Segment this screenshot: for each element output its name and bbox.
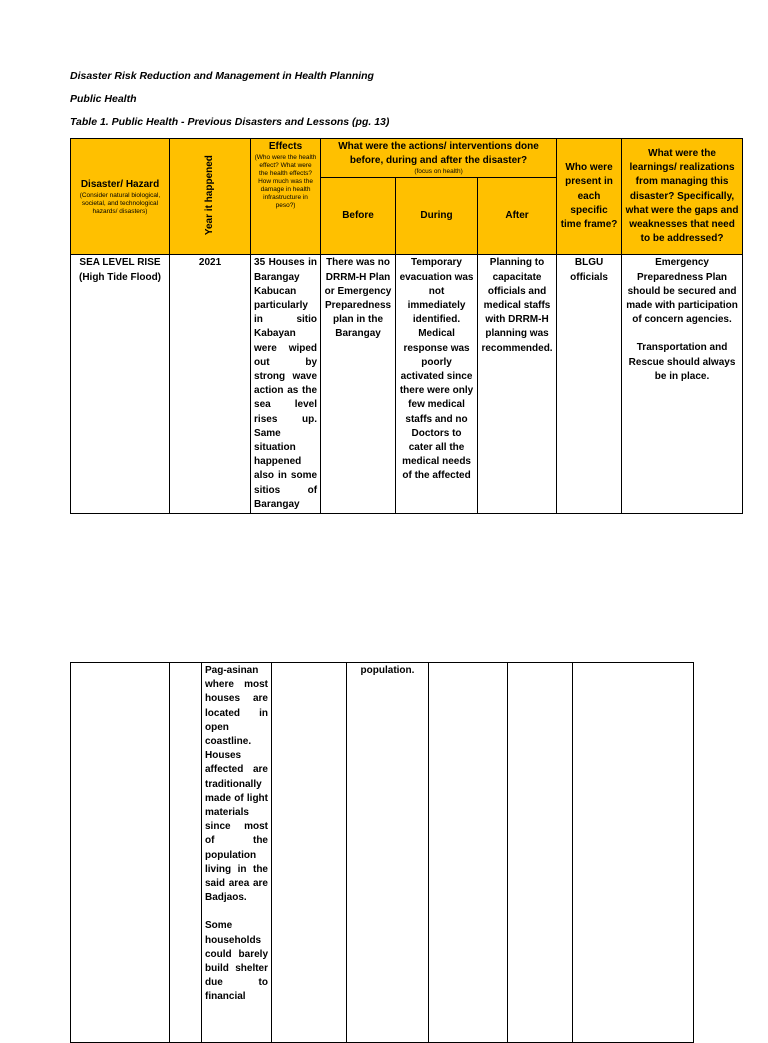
cell-after: Planning to capacitate officials and medical staffs with DRRM-H planning was recommended.: [478, 255, 557, 514]
cell-during-cont: population.: [347, 663, 429, 1043]
table-caption: Table 1. Public Health - Previous Disasters and Lessons (pg. 13): [70, 116, 390, 128]
cell-learnings-cont: [573, 663, 694, 1043]
cell-after-cont: [429, 663, 508, 1043]
cell-year-cont: [170, 663, 202, 1043]
disasters-table-continued: [70, 662, 694, 1043]
header-year: Year it happened: [170, 139, 251, 255]
header-hazard: Disaster/ Hazard (Consider natural biological, societal, and technological hazards/ disasters): [71, 139, 170, 255]
cell-year: 2021: [170, 255, 251, 514]
cell-present: BLGU officials: [557, 255, 622, 514]
cell-hazard-cont: [71, 663, 170, 1043]
table-row: [71, 663, 694, 1043]
cell-before-cont: [272, 663, 347, 1043]
cell-learnings: Emergency Preparedness Plan should be secured and made with participation of concern agencies. Transportation and Rescue should always be in place.: [622, 255, 743, 514]
header-learnings: What were the learnings/ realizations from managing this disaster? Specifically, what were the gaps and weaknesses that need to be addressed?: [622, 139, 743, 255]
header-actions: What were the actions/ interventions done before, during and after the disaster? (focus on health): [321, 139, 557, 178]
cell-hazard: SEA LEVEL RISE (High Tide Flood): [71, 255, 170, 514]
header-after: After: [478, 178, 557, 255]
header-effects: Effects (Who were the health effect? What were the health effects? How much was the damage in health infrastructure in peso?): [251, 139, 321, 255]
header-before: Before: [321, 178, 396, 255]
cell-effects-cont: Pag-asinan where most houses are located in open coastline. Houses affected are traditionally made of light materials since most of the population living in the said area are Badjaos. Some households could barely build shelter due to financial: [202, 663, 272, 1043]
header-during: During: [396, 178, 478, 255]
disasters-table: [70, 138, 743, 514]
document-subtitle: Public Health: [70, 93, 137, 105]
cell-during: Temporary evacuation was not immediately identified. Medical response was poorly activated since there were only few medical staffs and no Doctors to cater all the medical needs of the affected: [396, 255, 478, 514]
cell-effects: 35 Houses in Barangay Kabucan particularly in sitio Kabayan were wiped out by strong wave action as the sea level rises up. Same situation happened also in some sitios of Barangay: [251, 255, 321, 514]
header-present: Who were present in each specific time frame?: [557, 139, 622, 255]
document-title: Disaster Risk Reduction and Management in Health Planning: [70, 70, 374, 82]
cell-present-cont: [508, 663, 573, 1043]
table-row: [71, 255, 743, 514]
cell-before: There was no DRRM-H Plan or Emergency Preparedness plan in the Barangay: [321, 255, 396, 514]
